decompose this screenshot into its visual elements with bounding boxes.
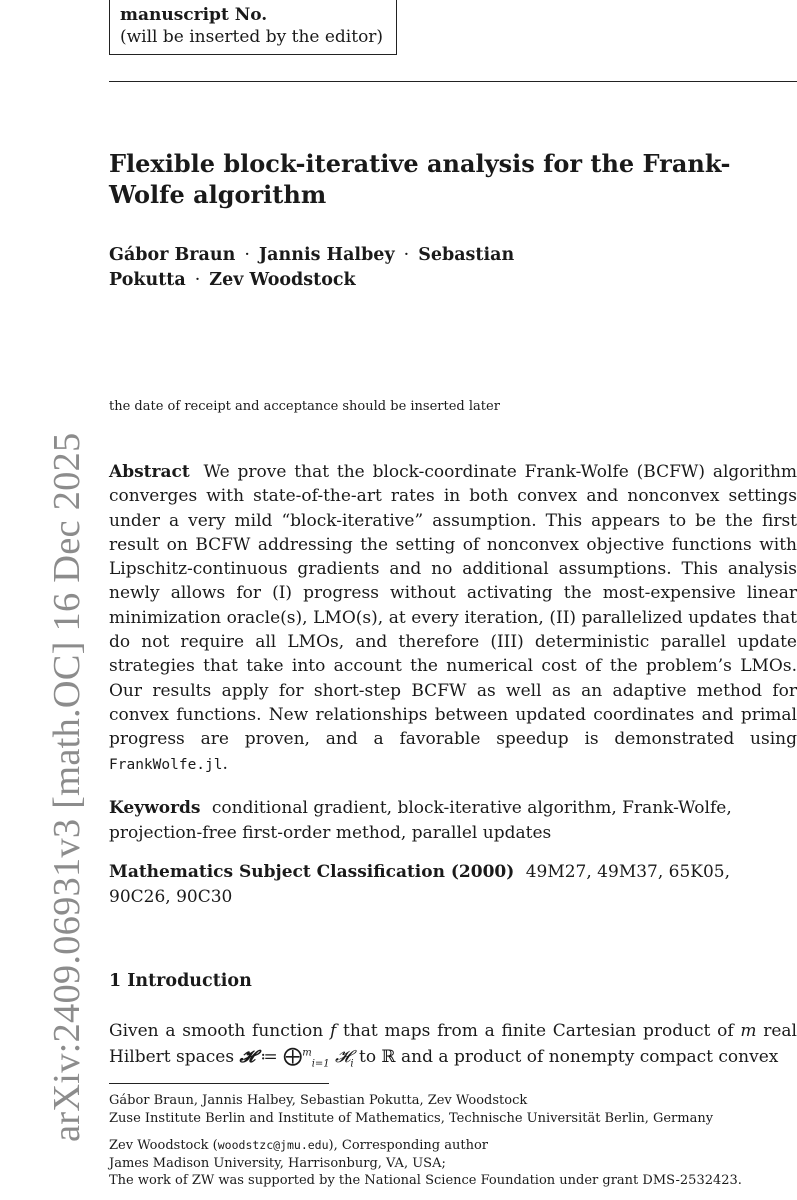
author-separator: · <box>244 245 250 265</box>
author-name: Jannis Halbey <box>258 245 395 265</box>
footnote-affiliation: Zuse Institute Berlin and Institute of Mathematics, Technische Universität Berlin, Germany <box>109 1110 714 1126</box>
math-direct-sum: ⨁ <box>283 1044 303 1067</box>
footnote-address: James Madison University, Harrisonburg, VA, USA; <box>109 1155 446 1171</box>
math-var-m: m <box>740 1021 757 1041</box>
footnote-name: Zev Woodstock ( <box>109 1138 218 1153</box>
author-separator: · <box>403 245 410 265</box>
editor-note: (will be inserted by the editor) <box>120 27 384 47</box>
section-heading <box>109 969 252 993</box>
math-space-Hi: 𝓗 <box>335 1046 351 1067</box>
manuscript-box <box>109 0 397 55</box>
abstract-label: Abstract <box>109 462 190 482</box>
msc-text: 49M27, 49M37, 65K05, 90C26, 90C30 <box>109 862 731 907</box>
math-reals: ℝ <box>381 1046 396 1067</box>
math-sub-i2: i <box>350 1057 354 1069</box>
footnotes <box>109 1092 797 1190</box>
footnote-funding: The work of ZW was supported by the National Science Foundation under grant DMS-2532423. <box>109 1173 742 1188</box>
footnote-rule <box>109 1083 329 1084</box>
math-sup-m: m <box>302 1046 312 1058</box>
keywords-text: conditional gradient, block-iterative algorithm, Frank-Wolfe, projection-free first-order method, parallel updates <box>109 798 732 843</box>
intro-text: and a product of nonempty compact convex <box>401 1046 779 1067</box>
section-title: Introduction <box>127 971 252 991</box>
intro-text: real Hilbert spaces <box>109 1021 797 1067</box>
math-assign: ≔ <box>260 1046 278 1067</box>
intro-text: to <box>359 1046 377 1067</box>
abstract-end: . <box>222 753 228 774</box>
math-var-f: f <box>329 1021 337 1041</box>
author-name: Zev Woodstock <box>209 270 356 290</box>
footnote-authors: Gábor Braun, Jannis Halbey, Sebastian Pokutta, Zev Woodstock <box>109 1093 528 1108</box>
manuscript-label: manuscript No. <box>120 5 268 25</box>
author-separator: · <box>194 270 201 290</box>
math-space-H: 𝓗 <box>239 1046 255 1067</box>
intro-text: that maps from a finite Cartesian product of <box>343 1021 734 1041</box>
math-sub-i: i=1 <box>311 1057 330 1069</box>
author-name: Sebastian Pokutta <box>109 245 515 290</box>
abstract <box>109 460 797 777</box>
section-number: 1 <box>109 971 122 991</box>
date-note: the date of receipt and acceptance should be inserted later <box>109 399 500 414</box>
footnote-role: ), Corresponding author <box>328 1138 489 1153</box>
abstract-code: FrankWolfe.jl <box>109 756 223 773</box>
author-name: Gábor Braun <box>109 245 236 265</box>
intro-text: Given a smooth function <box>109 1021 324 1041</box>
arxiv-sidebar-stamp: arXiv:2409.06931v3 [math.OC] 16 Dec 2025 <box>46 432 88 1142</box>
keywords-label: Keywords <box>109 798 201 818</box>
paper-title: Flexible block-iterative analysis for the Frank-Wolfe algorithm <box>109 149 731 209</box>
intro-paragraph <box>109 1019 797 1069</box>
msc-label: Mathematics Subject Classification (2000) <box>109 862 515 882</box>
header-rule <box>109 81 797 82</box>
msc-classification <box>109 860 797 909</box>
footnote-email: woodstzc@jmu.edu <box>217 1138 329 1152</box>
footnote-corresponding <box>109 1137 797 1155</box>
keywords <box>109 796 797 845</box>
author-list <box>109 243 549 293</box>
abstract-text: We prove that the block-coordinate Frank-Wolfe (BCFW) algorithm converges with state-of-the-art rates in both convex and nonconvex settings under a very mild “block-iterative” assumption. This appears to be the first result on BCFW addressing the setting of nonconvex objective functions with Lipschitz-continuous gradients and no additional assumptions. This analysis newly allows for (I) progress without activating the most-expensive linear minimization oracle(s), LMO(s), at every iteration, (II) parallelized updates that do not require all LMOs, and therefore (III) deterministic parallel update strategies that take into account the numerical cost of the problem’s LMOs. Our results apply for short-step BCFW as well as an adaptive method for convex functions. New relationships between updated coordinates and primal progress are proven, and a favorable speedup is demonstrated using <box>109 462 797 750</box>
